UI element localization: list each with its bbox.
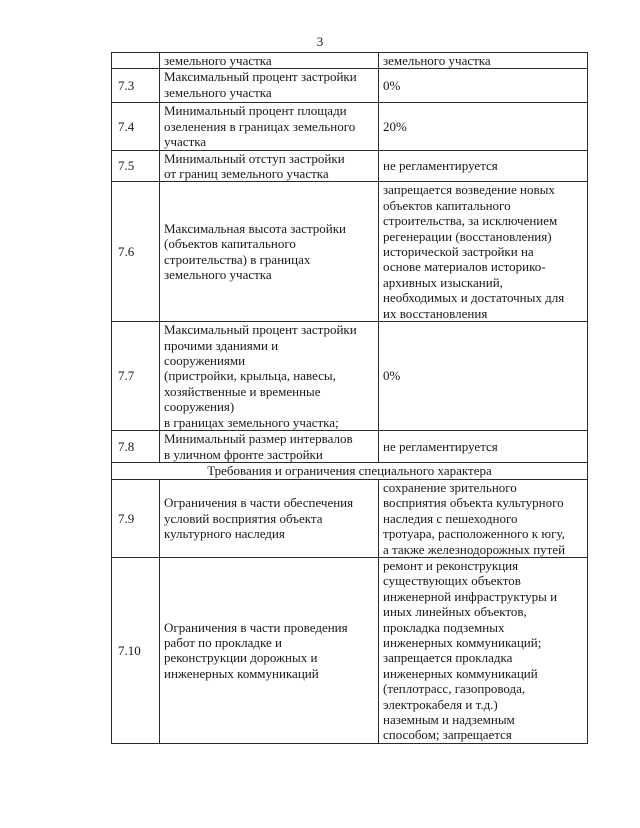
value-line: исторической застройки на	[383, 244, 534, 260]
value-line: основе материалов историко-	[383, 259, 546, 275]
table-row	[112, 557, 588, 743]
table-row	[112, 53, 588, 69]
value-line: их восстановления	[383, 305, 488, 321]
regulations-table	[111, 52, 588, 744]
value-line: инженерных коммуникаций;	[383, 634, 542, 650]
value-line: инженерной инфраструктуры и	[383, 588, 558, 604]
parameter-line: от границ земельного участка	[164, 166, 329, 182]
row-number: 7.7	[112, 322, 160, 431]
parameter-cell	[160, 322, 379, 431]
parameter-line: в границах земельного участка;	[164, 414, 339, 430]
parameter-line: реконструкции дорожных и	[164, 650, 318, 666]
section-header-row	[112, 462, 588, 479]
table-row	[112, 69, 588, 103]
parameter-line: Минимальный размер интервалов	[164, 431, 353, 447]
value-line: запрещается прокладка	[383, 650, 513, 666]
row-number: 7.10	[112, 557, 160, 743]
parameter-cell	[160, 69, 379, 103]
value-cell	[379, 53, 588, 69]
table-row	[112, 479, 588, 557]
parameter-line: земельного участка	[164, 267, 272, 283]
value-line: земельного участка	[383, 53, 491, 68]
value-line: электрокабеля и т.д.)	[383, 696, 498, 712]
parameter-cell	[160, 431, 379, 463]
parameter-line: участка	[164, 134, 207, 150]
parameter-cell	[160, 103, 379, 150]
parameter-cell	[160, 150, 379, 182]
value-line: 20%	[383, 118, 407, 134]
value-line: 0%	[383, 368, 401, 384]
parameter-line: Максимальная высота застройки	[164, 220, 347, 236]
value-line: способом; запрещается	[383, 727, 512, 743]
value-line: архивных изысканий,	[383, 274, 503, 290]
parameter-line: культурного наследия	[164, 526, 285, 542]
parameter-cell	[160, 182, 379, 322]
value-line: (теплотрасс, газопровода,	[383, 681, 526, 697]
parameter-line: Ограничения в части проведения	[164, 619, 348, 635]
value-line: наземным и надземным	[383, 712, 515, 727]
value-line: запрещается возведение новых	[383, 182, 555, 198]
parameter-line: сооружениями	[164, 352, 246, 368]
table-row	[112, 182, 588, 322]
parameter-line: строительства) в границах	[164, 251, 311, 267]
value-cell	[379, 557, 588, 743]
table-row	[112, 322, 588, 431]
parameter-cell	[160, 479, 379, 557]
parameter-line: Минимальный отступ застройки	[164, 150, 345, 166]
parameter-line: сооружения)	[164, 399, 235, 415]
value-line: иных линейных объектов,	[383, 604, 527, 620]
row-number: 7.5	[112, 150, 160, 182]
value-line: тротуара, расположенного к югу,	[383, 526, 565, 542]
value-line: не регламентируется	[383, 158, 498, 174]
parameter-line: земельного участка	[164, 53, 272, 68]
value-cell	[379, 150, 588, 182]
value-cell	[379, 103, 588, 150]
value-cell	[379, 182, 588, 322]
parameter-line: хозяйственные и временные	[164, 383, 321, 399]
value-line: 0%	[383, 78, 401, 94]
value-cell	[379, 431, 588, 463]
section-header: Требования и ограничения специального характера	[112, 462, 588, 479]
value-cell	[379, 69, 588, 103]
row-number: 7.9	[112, 479, 160, 557]
value-line: не регламентируется	[383, 438, 498, 454]
value-line: а также железнодорожных путей	[383, 541, 566, 557]
page-number: 3	[316, 34, 324, 49]
parameter-line: земельного участка	[164, 84, 272, 100]
value-line: регенерации (восстановления)	[383, 228, 552, 244]
value-cell	[379, 479, 588, 557]
value-line: прокладка подземных	[383, 619, 505, 635]
value-line: объектов капитального	[383, 197, 511, 213]
parameter-line: (пристройки, крыльца, навесы,	[164, 368, 336, 384]
row-number: 7.8	[112, 431, 160, 463]
value-line: инженерных коммуникаций	[383, 665, 538, 681]
row-number	[112, 53, 160, 69]
parameter-line: инженерных коммуникаций	[164, 665, 319, 681]
value-line: существующих объектов	[383, 573, 521, 589]
parameter-line: Максимальный процент застройки	[164, 69, 357, 85]
parameter-line: Максимальный процент застройки	[164, 322, 357, 338]
value-line: ремонт и реконструкция	[383, 557, 519, 573]
value-cell	[379, 322, 588, 431]
value-line: восприятия объекта культурного	[383, 495, 564, 511]
row-number: 7.6	[112, 182, 160, 322]
table-row	[112, 431, 588, 463]
table-row	[112, 103, 588, 150]
parameter-line: работ по прокладке и	[164, 634, 282, 650]
parameter-line: в уличном фронте застройки	[164, 446, 323, 462]
value-line: сохранение зрительного	[383, 479, 517, 495]
table-row	[112, 150, 588, 182]
parameter-line: Минимальный процент площади	[164, 103, 347, 119]
parameter-line: прочими зданиями и	[164, 337, 279, 353]
value-line: наследия с пешеходного	[383, 510, 518, 526]
parameter-cell	[160, 53, 379, 69]
value-line: необходимых и достаточных для	[383, 290, 565, 306]
parameter-line: озеленения в границах земельного	[164, 118, 356, 134]
row-number: 7.3	[112, 69, 160, 103]
parameter-cell	[160, 557, 379, 743]
value-line: строительства, за исключением	[383, 213, 558, 229]
parameter-line: (объектов капитального	[164, 236, 296, 252]
parameter-line: Ограничения в части обеспечения	[164, 495, 354, 511]
row-number: 7.4	[112, 103, 160, 150]
parameter-line: условий восприятия объекта	[164, 510, 323, 526]
